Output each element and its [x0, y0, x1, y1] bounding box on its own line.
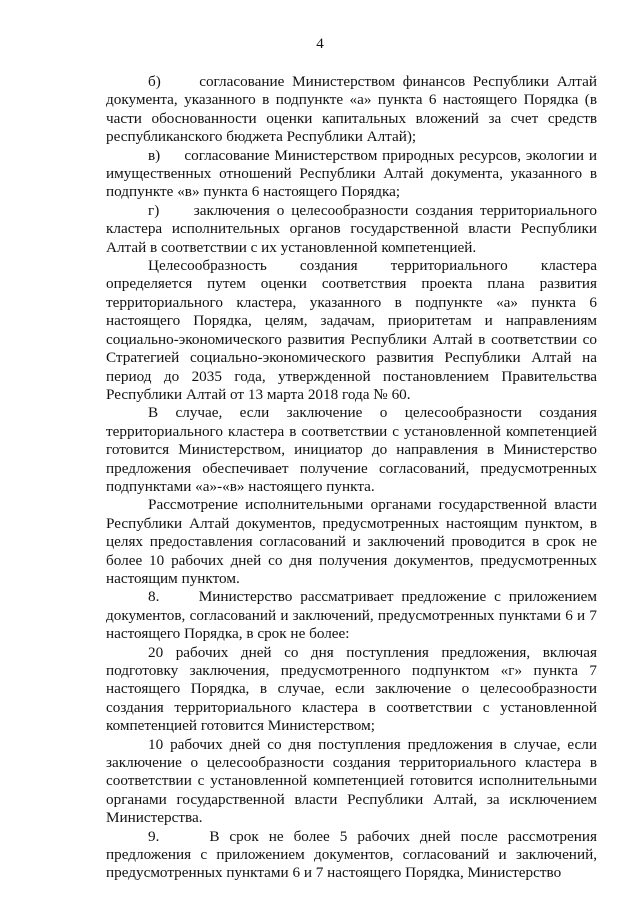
- paragraph-item-9: 9. В срок не более 5 рабочих дней после рассмотрения предложения с приложением документов, согласований и заключений, предусмотренных пунктами 6 и 7 настоящего Порядка, Министерство: [106, 827, 597, 882]
- document-body: [106, 73, 597, 883]
- paragraph-ministry-case: В случае, если заключение о целесообразности создания территориального кластера в соответствии с установленной компетенцией готовится Министерством, инициатор до направления в Министерство предложения обеспечивает получение согласований, предусмотренных подпунктами «а»-«в» настоящего пункта.: [106, 404, 597, 495]
- page-number: 4: [316, 36, 324, 52]
- paragraph-term-20-days: 20 рабочих дней со дня поступления предложения, включая подготовку заключения, предусмотренного подпунктом «г» пункта 7 настоящего Порядка, в случае, если заключение о целесообразности создания территориального кластера в соответствии с установленной компетенцией готовится Министерством;: [106, 643, 597, 735]
- paragraph-b-finance-approval: б) согласование Министерством финансов Республики Алтай документа, указанного в подпункте «а» пункта 6 настоящего Порядка (в части обоснованности оценки капитальных вложений за счет средств республиканского бюджета Республики Алтай);: [106, 73, 597, 146]
- paragraph-term-10-days: 10 рабочих дней со дня поступления предложения в случае, если заключение о целесообразности создания территориального кластера в соответствии с установленной компетенцией готовится исполнительными органами государственной власти Республики Алтай, за исключением Министерства.: [106, 735, 597, 827]
- paragraph-item-8: 8. Министерство рассматривает предложение с приложением документов, согласований и заключений, предусмотренных пунктами 6 и 7 настоящего Порядка, в срок не более:: [106, 588, 597, 643]
- paragraph-expediency-assessment: Целесообразность создания территориального кластера определяется путем оценки соответствия проекта плана развития территориального кластера, указанного в подпункте «а» пункта 6 настоящего Порядка, целям, задачам, приоритетам и направлениям социально-экономического развития Республики Алтай в соответствии со Стратегией социально-экономического развития Республики Алтай на период до 2035 года, утвержденной постановлением Правительства Республики Алтай от 13 марта 2018 года № 60.: [106, 257, 597, 403]
- paragraph-v-nature-approval: в) согласование Министерством природных ресурсов, экологии и имущественных отношений Республики Алтай документа, указанного в подпункте «в» пункта 6 настоящего Порядка;: [106, 146, 597, 201]
- paragraph-review-term: Рассмотрение исполнительными органами государственной власти Республики Алтай документов, предусмотренных настоящим пунктом, в целях предоставления согласований и заключений проводится в срок не более 10 рабочих дней со дня получения документов, предусмотренных настоящим пунктом.: [106, 496, 597, 587]
- paragraph-g-expediency-conclusions: г) заключения о целесообразности создания территориального кластера исполнительных органов государственной власти Республики Алтай в соответствии с их установленной компетенцией.: [106, 201, 597, 256]
